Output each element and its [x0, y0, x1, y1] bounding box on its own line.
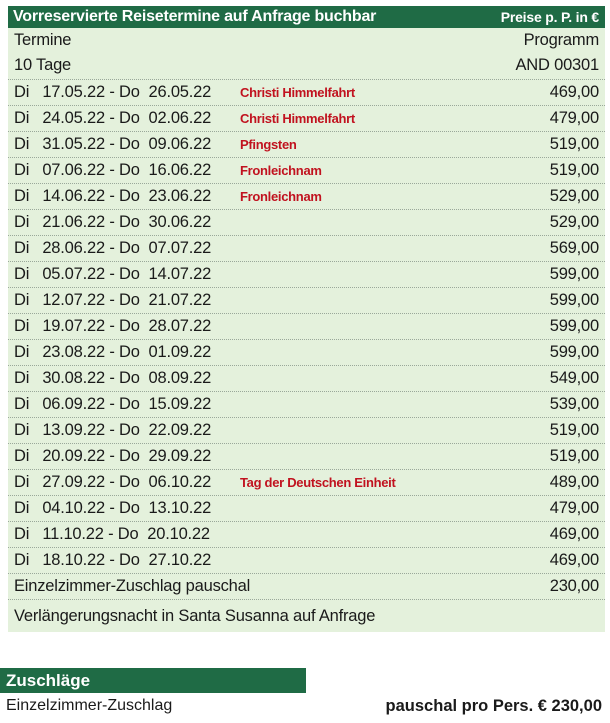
date-range: Di 07.06.22 - Do 16.06.22 [14, 161, 212, 179]
price: 479,00 [549, 499, 599, 517]
date-range: Di 18.10.22 - Do 27.10.22 [14, 551, 212, 569]
dates-table [8, 6, 605, 632]
surcharge-label: Einzelzimmer-Zuschlag pauschal [14, 577, 251, 595]
price: 529,00 [549, 213, 599, 231]
holiday-note: Christi Himmelfahrt [240, 85, 355, 100]
table-row [8, 288, 605, 314]
termine-label: Termine [14, 30, 72, 49]
date-range: Di 27.09.22 - Do 06.10.22 [14, 473, 212, 491]
date-range: Di 06.09.22 - Do 15.09.22 [14, 395, 212, 413]
price: 519,00 [549, 421, 599, 439]
holiday-note: Christi Himmelfahrt [240, 111, 355, 126]
price: 489,00 [549, 473, 599, 491]
date-range: Di 11.10.22 - Do 20.10.22 [14, 525, 210, 543]
date-range: Di 17.05.22 - Do 26.05.22 [14, 83, 212, 101]
date-range: Di 21.06.22 - Do 30.06.22 [14, 213, 212, 231]
price: 519,00 [549, 447, 599, 465]
zuschlaege-label: Einzelzimmer-Zuschlag [6, 697, 173, 714]
holiday-note: Pfingsten [240, 137, 297, 152]
price: 529,00 [549, 187, 599, 205]
table-row [8, 184, 605, 210]
price: 549,00 [549, 369, 599, 387]
date-range: Di 14.06.22 - Do 23.06.22 [14, 187, 212, 205]
table-row [8, 158, 605, 184]
price: 539,00 [549, 395, 599, 413]
table-row [8, 314, 605, 340]
zuschlaege-header [0, 668, 306, 693]
table-row [8, 392, 605, 418]
table-row [8, 496, 605, 522]
price: 569,00 [549, 239, 599, 257]
table-row [8, 340, 605, 366]
table-row [8, 106, 605, 132]
table-row [8, 132, 605, 158]
table-row [8, 548, 605, 574]
zuschlaege-title: Zuschläge [6, 670, 91, 690]
holiday-note: Fronleichnam [240, 189, 322, 204]
price: 599,00 [549, 343, 599, 361]
date-range: Di 05.07.22 - Do 14.07.22 [14, 265, 212, 283]
table-row [8, 210, 605, 236]
date-range: Di 31.05.22 - Do 09.06.22 [14, 135, 212, 153]
date-range: Di 13.09.22 - Do 22.09.22 [14, 421, 212, 439]
date-range: Di 30.08.22 - Do 08.09.22 [14, 369, 212, 387]
table-row [8, 444, 605, 470]
zuschlaege-row [0, 693, 610, 719]
holiday-note: Tag der Deutschen Einheit [240, 475, 396, 490]
table-row [8, 418, 605, 444]
price-note: Preise p. P. in € [500, 9, 599, 25]
date-range: Di 28.06.22 - Do 07.07.22 [14, 239, 212, 257]
table-row [8, 262, 605, 288]
subheader-duration [8, 52, 605, 80]
date-range: Di 19.07.22 - Do 28.07.22 [14, 317, 212, 335]
table-header [8, 6, 605, 28]
price: 469,00 [549, 551, 599, 569]
table-row [8, 470, 605, 496]
surcharge-row [8, 574, 605, 600]
date-range: Di 20.09.22 - Do 29.09.22 [14, 447, 212, 465]
date-range: Di 12.07.22 - Do 21.07.22 [14, 291, 212, 309]
table-title: Vorreservierte Reisetermine auf Anfrage buchbar [13, 8, 377, 25]
duration-label: 10 Tage [14, 56, 72, 74]
subheader-termine [8, 28, 605, 52]
extension-row [8, 600, 605, 632]
table-row [8, 80, 605, 106]
price: 479,00 [549, 109, 599, 127]
program-code: AND 00301 [515, 56, 599, 74]
price: 599,00 [549, 265, 599, 283]
table-row [8, 522, 605, 548]
date-range: Di 23.08.22 - Do 01.09.22 [14, 343, 212, 361]
extension-label: Verlängerungsnacht in Santa Susanna auf Anfrage [14, 606, 376, 625]
price: 469,00 [549, 525, 599, 543]
price: 599,00 [549, 291, 599, 309]
table-row [8, 236, 605, 262]
zuschlaege-value: pauschal pro Pers. € 230,00 [385, 696, 602, 715]
table-row [8, 366, 605, 392]
price: 519,00 [549, 135, 599, 153]
surcharge-price: 230,00 [549, 577, 599, 595]
holiday-note: Fronleichnam [240, 163, 322, 178]
date-range: Di 04.10.22 - Do 13.10.22 [14, 499, 212, 517]
price: 599,00 [549, 317, 599, 335]
programm-label: Programm [523, 30, 599, 49]
price: 469,00 [549, 83, 599, 101]
price: 519,00 [549, 161, 599, 179]
date-range: Di 24.05.22 - Do 02.06.22 [14, 109, 212, 127]
